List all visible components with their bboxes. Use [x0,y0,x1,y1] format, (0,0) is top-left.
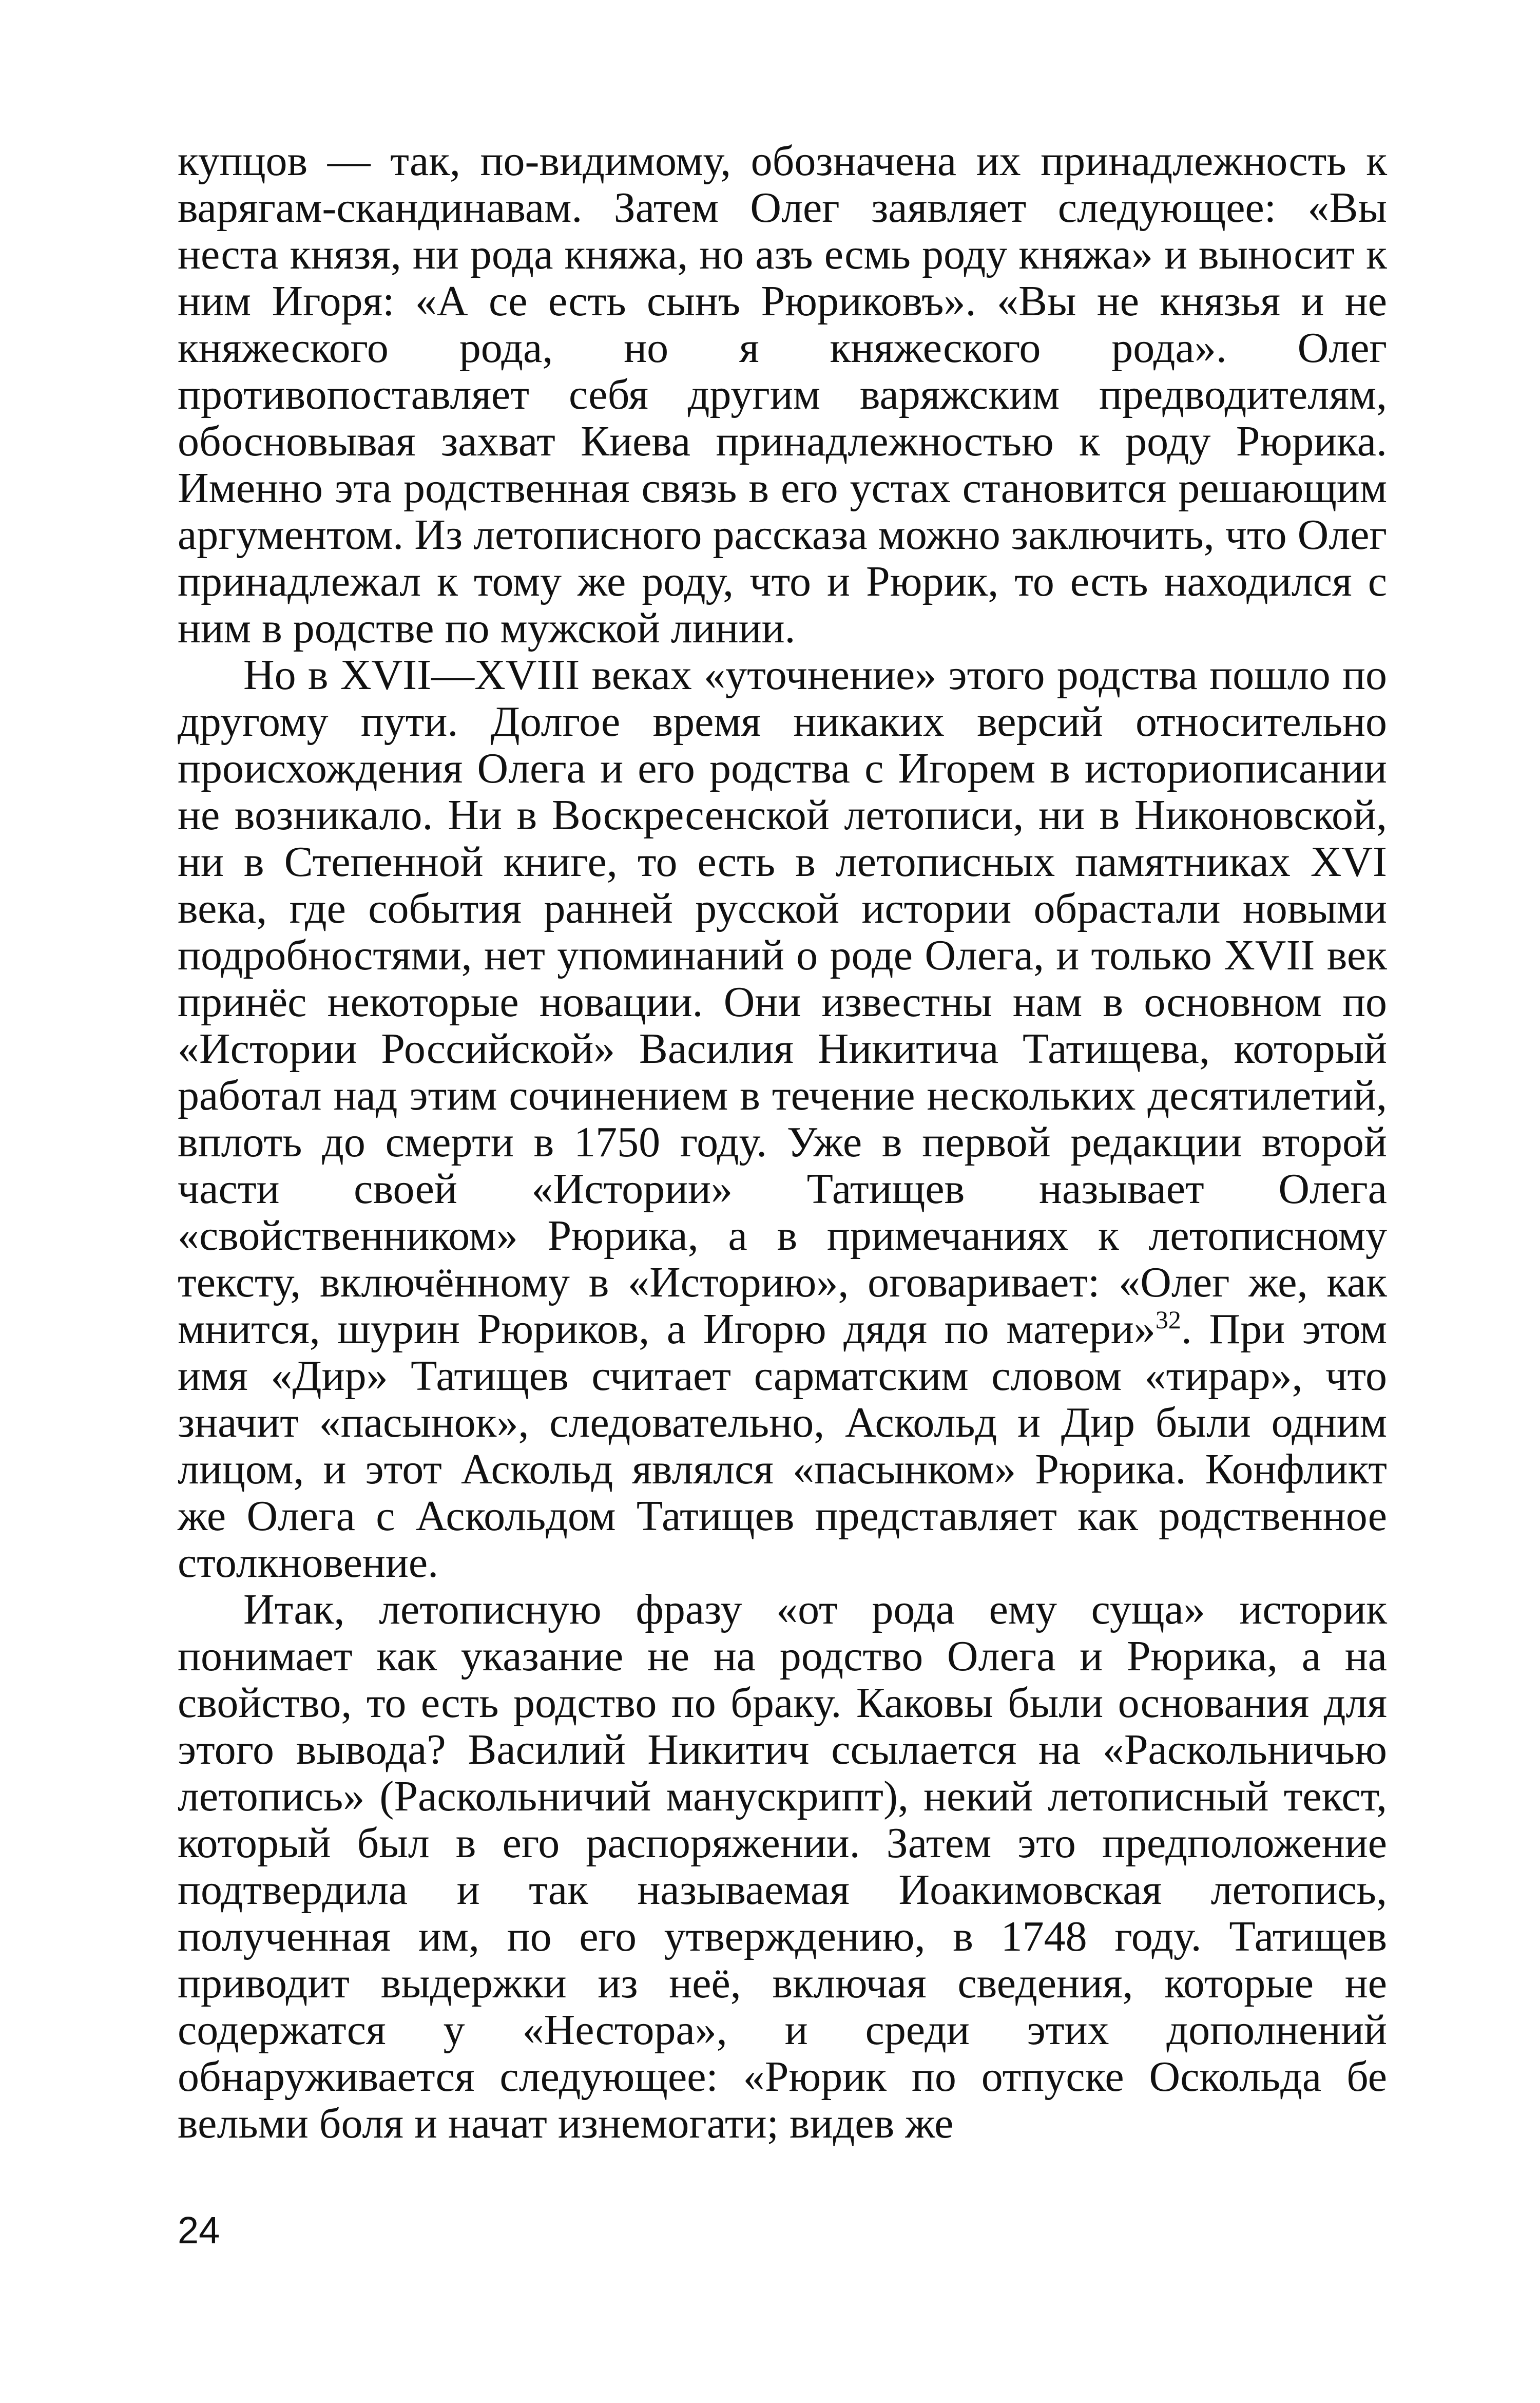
body-text [178,138,1387,2147]
page-number: 24 [178,2209,220,2252]
paragraph-2-text-before-note: Но в XVII—XVIII веках «уточнение» этого родства пошло по другому пути. Долгое время никаких версий относительно происхождения Олега и его родства с Игорем в историописании не возникало. Ни в Воскресенской летописи, ни в Никоновской, ни в Степенной книге, то есть в летописных памятниках XVI века, где события ранней русской истории обрастали новыми подробностями, нет упоминаний о роде Олега, и только XVII век принёс некоторые новации. Они известны нам в основном по «Истории Российской» Василия Никитича Татищева, который работал над этим сочинением в течение нескольких десятилетий, вплоть до смерти в 1750 году. Уже в первой редакции второй части своей «Истории» Татищев называет Олега «свойственником» Рюрика, а в примечаниях к летописному тексту, включённому в «Историю», оговаривает: «Олег же, как мнится, шурин Рюриков, а Игорю дядя по матери» [178,651,1387,1353]
footnote-marker: 32 [1155,1305,1181,1334]
paragraph-2-text-after-note: . При этом имя «Дир» Татищев считает сарматским словом «тирар», что значит «пасынок», следовательно, Аскольд и Дир были одним лицом, и этот Аскольд являлся «пасынком» Рюрика. Конфликт же Олега с Аскольдом Татищев представляет как родственное столкновение. [178,1305,1387,1587]
paragraph-1: купцов — так, по-видимому, обозначена их принадлежность к варягам-скандинавам. Затем Олег заявляет следующее: «Вы неста князя, ни рода княжа, но азъ есмь роду княжа» и выносит к ним Игоря: «А се есть сынъ Рюриковъ». «Вы не князья и не княжеского рода, но я княжеского рода». Олег противопоставляет себя другим варяжским предводителям, обосновывая захват Киева принадлежностью к роду Рюрика. Именно эта родственная связь в его устах становится решающим аргументом. Из летописного рассказа можно заключить, что Олег принадлежал к тому же роду, что и Рюрик, то есть находился с ним в родстве по мужской линии. [178,137,1387,652]
paragraph-3: Итак, летописную фразу «от рода ему суща» историк понимает как указание не на родство Олега и Рюрика, а на свойство, то есть родство по браку. Каковы были основания для этого вывода? Василий Никитич ссылается на «Раскольничью летопись» (Раскольничий манускрипт), некий летописный текст, который был в его распоряжении. Затем это предположение подтвердила и так называемая Иоакимовская летопись, полученная им, по его утверждению, в 1748 году. Татищев приводит выдержки из неё, включая сведения, которые не содержатся у «Нестора», и среди этих дополнений обнаруживается следующее: «Рюрик по отпуске Оскольда бе вельми боля и начат изнемогати; видев же [178,1586,1387,2147]
paragraph-2 [178,652,1387,1586]
